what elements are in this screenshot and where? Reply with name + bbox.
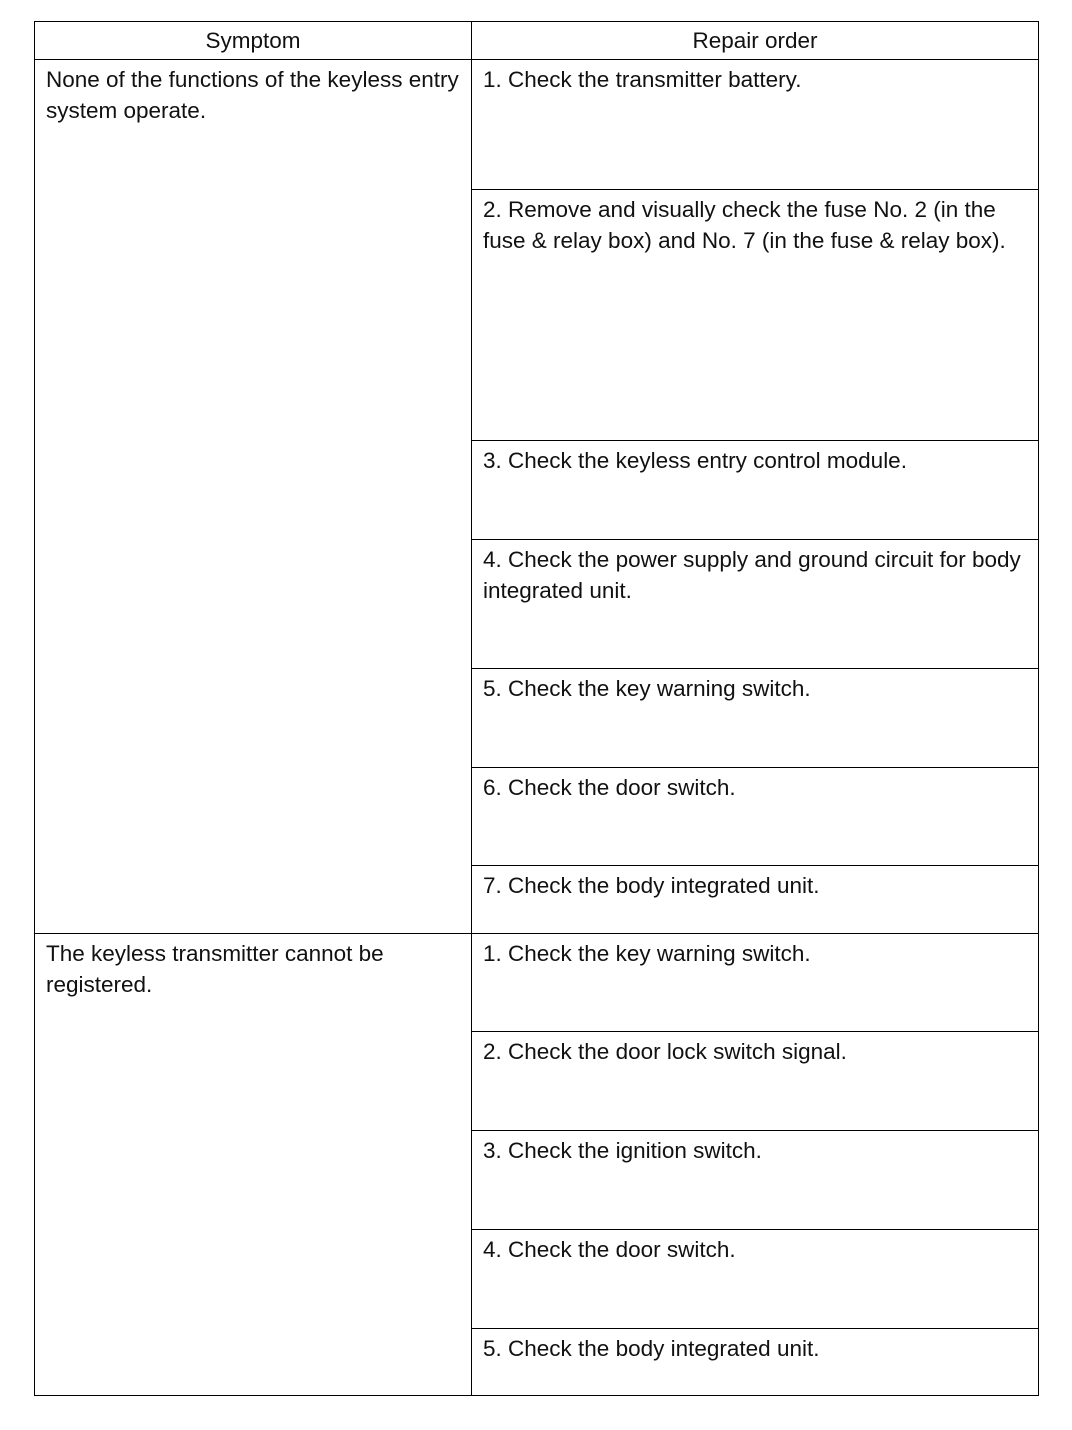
- repair-step-cell: 2. Check the door lock switch signal.: [472, 1032, 1039, 1131]
- repair-step-cell: 1. Check the key warning switch.: [472, 934, 1039, 1032]
- repair-step-cell: 3. Check the ignition switch.: [472, 1131, 1039, 1230]
- header-symptom: Symptom: [35, 22, 472, 60]
- repair-step-cell: 7. Check the body integrated unit.: [472, 866, 1039, 934]
- repair-order-table: [34, 21, 1039, 1396]
- repair-step-cell: 2. Remove and visually check the fuse No. 2 (in the fuse & relay box) and No. 7 (in the fuse & relay box).: [472, 190, 1039, 441]
- repair-step-cell: 1. Check the transmitter battery.: [472, 60, 1039, 190]
- header-row: [35, 22, 1039, 60]
- repair-step-cell: 3. Check the keyless entry control module.: [472, 441, 1039, 540]
- repair-step-cell: 5. Check the key warning switch.: [472, 669, 1039, 768]
- table-row: [35, 934, 1039, 1032]
- repair-step-cell: 6. Check the door switch.: [472, 768, 1039, 866]
- symptom-cell: The keyless transmitter cannot be registered.: [35, 934, 472, 1396]
- table-row: [35, 60, 1039, 190]
- repair-step-cell: 4. Check the power supply and ground circuit for body integrated unit.: [472, 540, 1039, 669]
- symptom-cell: None of the functions of the keyless entry system operate.: [35, 60, 472, 934]
- repair-order-sheet: [34, 21, 1038, 1395]
- header-repair-order: Repair order: [472, 22, 1039, 60]
- repair-step-cell: 4. Check the door switch.: [472, 1230, 1039, 1329]
- repair-step-cell: 5. Check the body integrated unit.: [472, 1329, 1039, 1396]
